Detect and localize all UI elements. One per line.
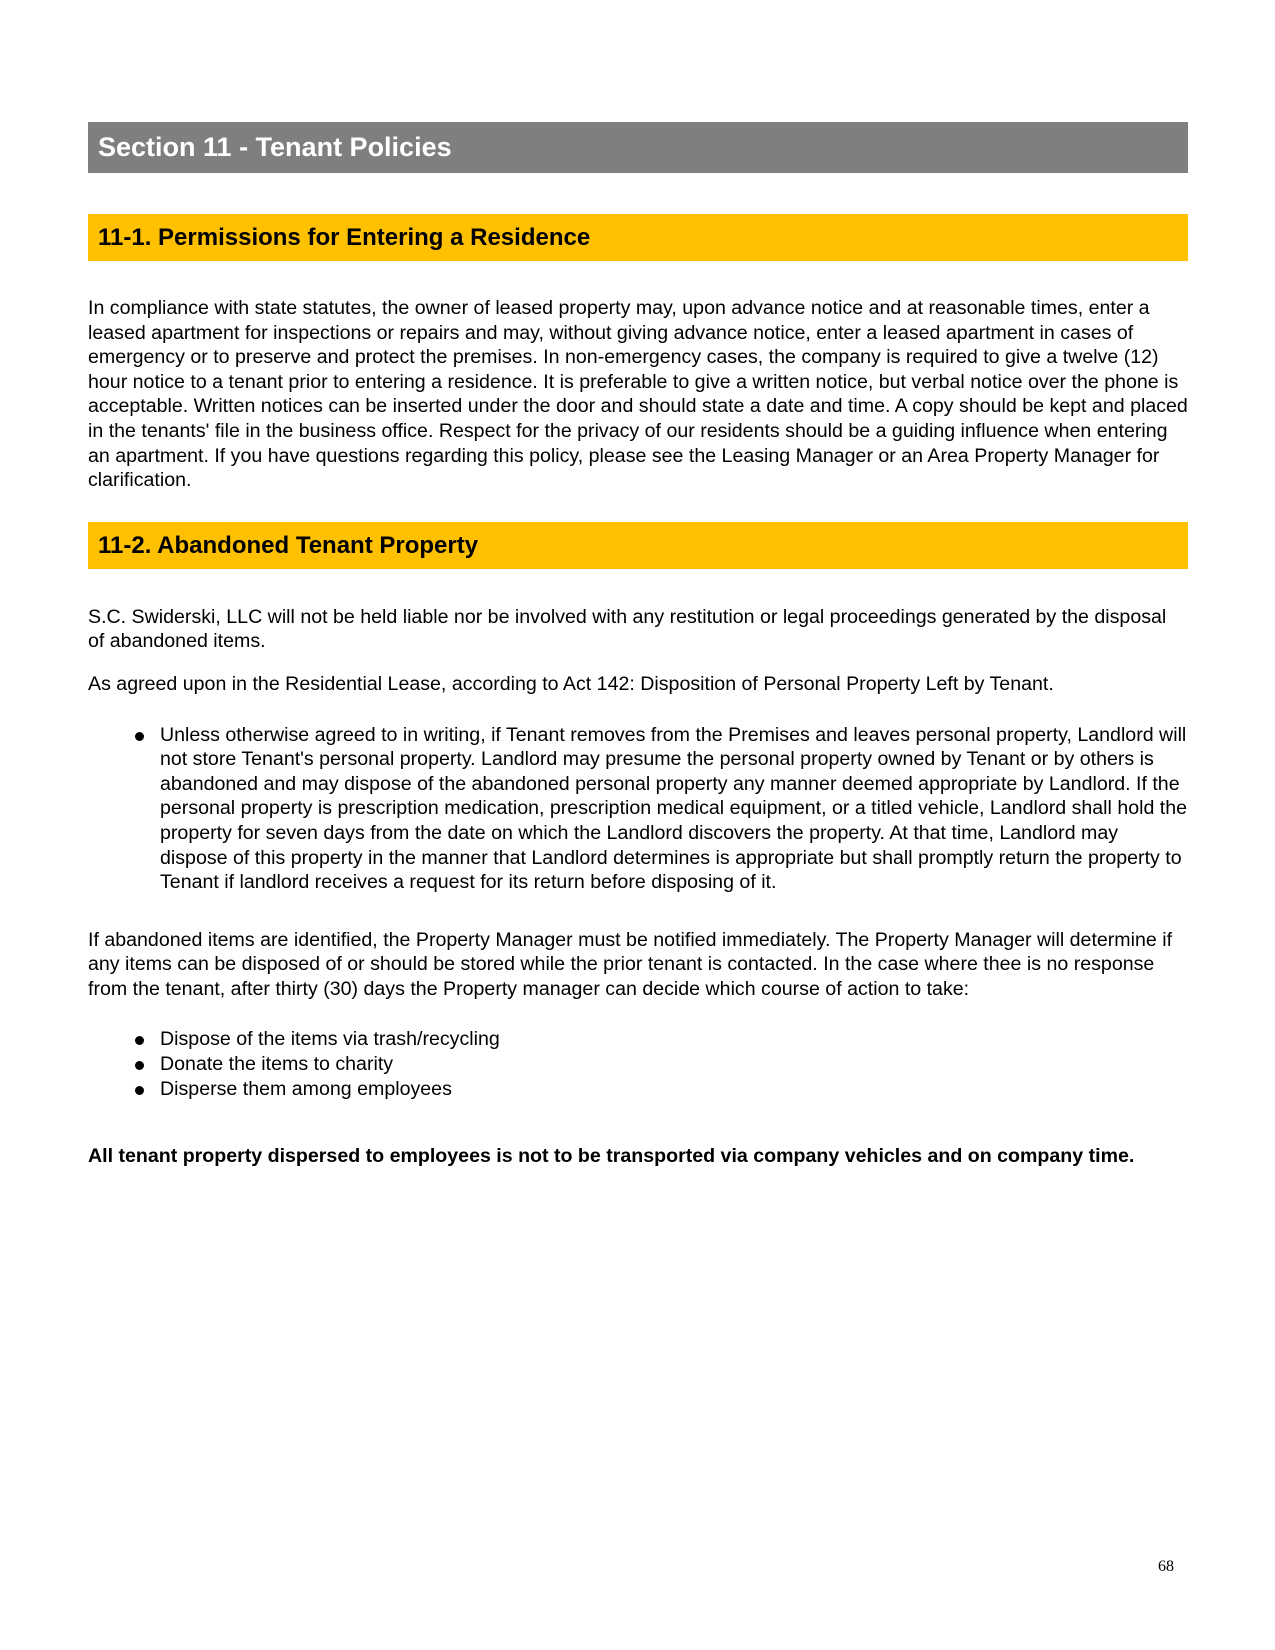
subsection-title-abandoned-property: 11-2. Abandoned Tenant Property <box>88 522 1188 569</box>
subsection-title-permissions: 11-1. Permissions for Entering a Residence <box>88 214 1188 261</box>
bullet-icon <box>135 1086 144 1095</box>
list-item <box>160 723 1188 895</box>
list-item-text: Unless otherwise agreed to in writing, if Tenant removes from the Premises and leaves personal property, Landlord will not store Tenant's personal property. Landlord may presume the personal property owned by Tenant or by others is abandoned and may dispose of the abandoned personal property any manner deemed appropriate by Landlord. If the personal property is prescription medication, prescription medical equipment, or a titled vehicle, Landlord shall hold the property for seven days from the date on which the Landlord discovers the property. At that time, Landlord may dispose of this property in the manner that Landlord determines is appropriate but shall promptly return the property to Tenant if landlord receives a request for its return before disposing of it. <box>160 723 1188 894</box>
bullet-icon <box>135 1061 144 1070</box>
page-number: 68 <box>1158 1558 1174 1575</box>
section-title: Section 11 - Tenant Policies <box>88 122 1188 173</box>
list-item-text: Disperse them among employees <box>160 1077 452 1100</box>
lease-paragraph: As agreed upon in the Residential Lease, according to Act 142: Disposition of Personal Property Left by Tenant. <box>88 672 1054 695</box>
lease-bullet-list <box>88 723 1188 895</box>
liability-paragraph: S.C. Swiderski, LLC will not be held liable nor be involved with any restitution or legal proceedings generated by the disposal of abandoned items. <box>88 605 1167 653</box>
procedure-paragraph: If abandoned items are identified, the Property Manager must be notified immediately. The Property Manager will determine if any items can be disposed of or should be stored while the prior tenant is contacted. In the case where thee is no response from the tenant, after thirty (30) days the Property manager can decide which course of action to take: <box>88 928 1173 1000</box>
list-item-text: Donate the items to charity <box>160 1053 394 1076</box>
closing-note: All tenant property dispersed to employees is not to be transported via company vehicles and on company time. <box>88 1145 1135 1168</box>
list-item <box>160 1077 1188 1102</box>
permissions-paragraph: In compliance with state statutes, the owner of leased property may, upon advance notice and at reasonable times, enter a leased apartment for inspections or repairs and may, without giving advance notice, enter a leased apartment in cases of emergency or to preserve and protect the premises. In non-emergency cases, the company is required to give a twelve (12) hour notice to a tenant prior to entering a residence. It is preferable to give a written notice, but verbal notice over the phone is acceptable. Written notices can be inserted under the door and should state a date and time. A copy should be kept and placed in the tenants' file in the business office. Respect for the privacy of our residents should be a guiding influence when entering an apartment. If you have questions regarding this policy, please see the Leasing Manager or an Area Property Manager for clarification. <box>88 297 1188 492</box>
list-item <box>160 1027 1188 1052</box>
list-item <box>160 1052 1188 1077</box>
bullet-icon <box>135 732 144 741</box>
list-item-text: Dispose of the items via trash/recycling <box>160 1028 500 1051</box>
bullet-icon <box>135 1036 144 1045</box>
document-page <box>88 122 1188 1169</box>
action-bullet-list <box>88 1027 1188 1101</box>
